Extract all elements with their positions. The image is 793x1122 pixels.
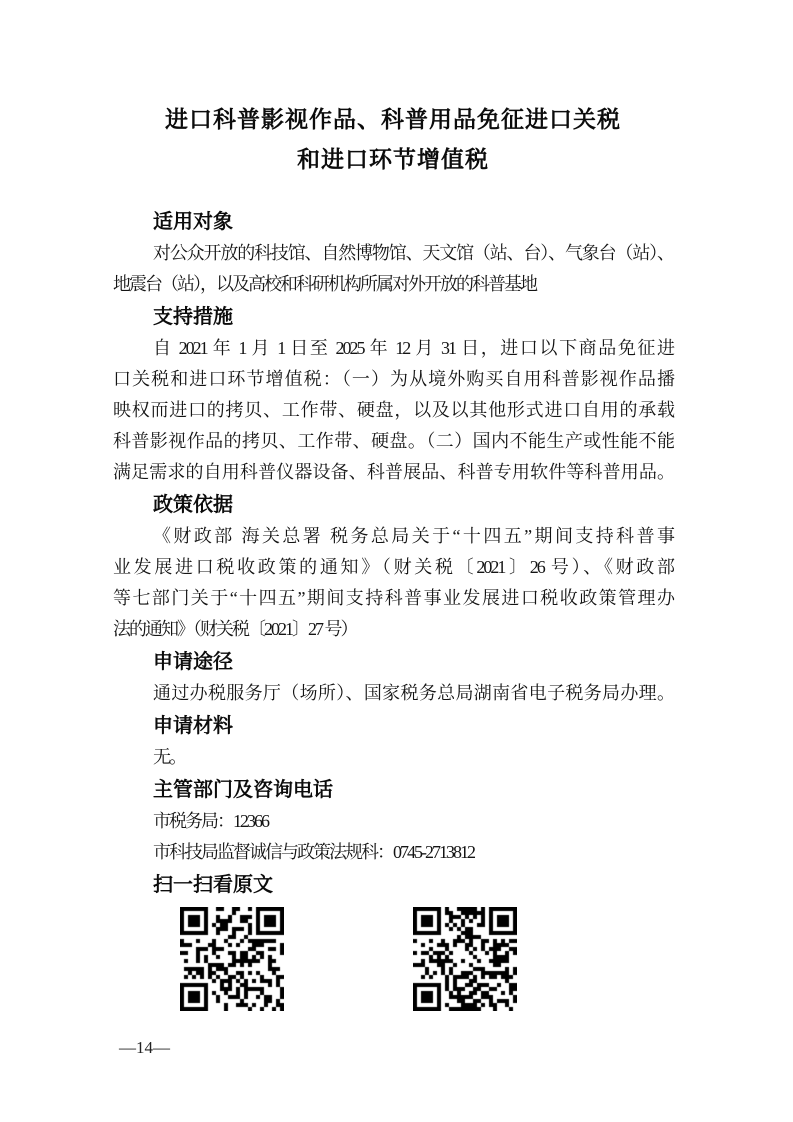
body-line: 业发展进口税收政策的通知》（财关税〔2021〕26 号）、《财政部 <box>113 557 673 577</box>
qr-row <box>180 907 673 1011</box>
body-line: 法的通知》（财关税〔2021〕27 号） <box>113 619 357 639</box>
body-line: 市科技局监督诚信与政策法规科：0745-2713812 <box>153 842 474 862</box>
body-line: 地震台（站），以及高校和科研机构所属对外开放的科普基地 <box>113 274 536 294</box>
section-heading-2: 支持措施 <box>153 306 233 328</box>
body-line: 口关税和进口环节增值税：（一）为从境外购买自用科普影视作品播 <box>113 369 673 389</box>
page-number: —14— <box>119 1038 170 1057</box>
body-line: 对公众开放的科技馆、自然博物馆、天文馆（站、台）、气象台（站）、 <box>153 243 673 263</box>
body-line: 映权而进口的拷贝、工作带、硬盘，以及以其他形式进口自用的承载 <box>113 400 673 420</box>
title-line-1: 进口科普影视作品、科普用品免征进口关税 <box>165 107 621 132</box>
document-title <box>113 100 673 180</box>
body-line: 无。 <box>153 747 185 767</box>
qr-code-1 <box>180 907 284 1011</box>
body-line: 等七部门关于“十四五”期间支持科普事业发展进口税收政策管理办 <box>113 588 673 608</box>
sections <box>113 207 673 901</box>
body-line: 自 2021 年 1 月 1 日至 2025 年 12 月 31 日，进口以下商品免征进 <box>153 338 673 358</box>
qr-code-2 <box>413 907 517 1011</box>
body-line: 科普影视作品的拷贝、工作带、硬盘。（二）国内不能生产或性能不能 <box>113 431 673 451</box>
body-line: 通过办税服务厅（场所）、国家税务总局湖南省电子税务局办理。 <box>153 683 673 703</box>
body-line: 市税务局：12366 <box>153 811 268 831</box>
section-heading-7: 扫一扫看原文 <box>153 874 273 896</box>
section-heading-1: 适用对象 <box>153 211 233 233</box>
section-heading-3: 政策依据 <box>153 494 233 516</box>
section-heading-5: 申请材料 <box>153 715 233 737</box>
section-heading-6: 主管部门及咨询电话 <box>153 779 333 801</box>
body-line: 满足需求的自用科普仪器设备、科普展品、科普专用软件等科普用品。 <box>113 462 673 482</box>
section-heading-4: 申请途径 <box>153 651 233 673</box>
title-line-2: 和进口环节增值税 <box>297 147 489 172</box>
body-line: 《财政部 海关总署 税务总局关于“十四五”期间支持科普事 <box>153 526 673 546</box>
